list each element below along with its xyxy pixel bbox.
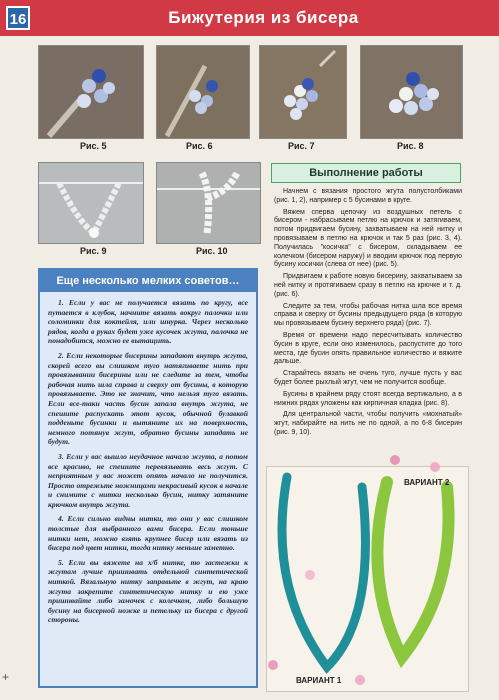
figure-10-photo	[156, 162, 261, 244]
figure-5-photo	[38, 45, 144, 139]
necklace-illustration	[267, 467, 468, 691]
figure-5-caption: Рис. 5	[80, 141, 107, 151]
figure-7-photo	[259, 45, 347, 139]
tips-box	[38, 268, 258, 688]
flower-decoration	[305, 570, 315, 580]
tip-paragraph: 4. Если сильно видны нитки, то они у вас слишком толстые для выбранного вами бисера. Если тоньше нитки нет, можно взять крупнее бисер или вязать из бисера под цвет нитки, тогда нитку меньше заметно.	[48, 514, 248, 553]
beads-illustration	[39, 46, 143, 138]
work-paragraph: Следите за тем, чтобы рабочая нитка шла все время справа и сверху от бусины предыдущего ряда (в которую мы провязываем бусину верхнего ряда) (рис. 7).	[274, 302, 462, 328]
figure-10-caption: Рис. 10	[196, 246, 228, 256]
work-paragraph: Вяжем сперва цепочку из воздушных петель с бисером - набрасываем петлю на крючок и затягиваем, потом придвигаем бусину, захватываем на ней нитку и провязываем в петлю на крючок и так 5 раз (рис. 3, 4). Получилась "косичка" с бисером, складываем ее колечком (бисером наружу) и вводим крючок под первую бусину косички (слева от нее) (рис. 5).	[274, 208, 462, 269]
variant-1-label: ВАРИАНТ 1	[296, 676, 342, 685]
tip-paragraph: 5. Если вы вяжете на х/б нитке, то застежки к жгутам лучше пришивать отдельной синтетической ниткой. Вязальную нитку заправьте в жгут, на краю жгута закрепите синтетическую нитку и ею уже пришивайте либо замочек с колечком, либо большую бусину на бисерной ножке и петельку из бисера с другой стороны.	[48, 557, 248, 625]
variant-2-label: ВАРИАНТ 2	[404, 478, 450, 487]
figure-6-photo	[156, 45, 250, 139]
tip-paragraph: 3. Если у вас вышло неудачное начало жгута, а потом все красиво, не спешите перевязывать весь жгут. С неприятным у вас может опять начало не получится. Просто отрежьте ножницами некрасивый кусок в начале и снимите с нитки несколько бусин, нитку затяните крючком внутрь жгута.	[48, 451, 248, 509]
beads-illustration	[260, 46, 346, 138]
flower-decoration	[268, 660, 278, 670]
figure-8-caption: Рис. 8	[397, 141, 424, 151]
flower-decoration	[355, 675, 365, 685]
tip-paragraph: 2. Если некоторые бисерины западают внутрь жгута, скорей всего вы слишком туго натягиваете нить при провязывании бисерины или не следите за тем, чтобы рабочая нить шла справа и сверху от бусины, в которую провязываете. Это не значит, что нельзя туго вязать. Если все-таки часть бусин запала внутрь жгута, не спешите распускать этот кусок, обычной булавкой подденьте бусинки и вытяните их на поверхность, немного потянув жгут, обратно бусины западать не будут.	[48, 350, 248, 447]
work-body	[274, 188, 462, 468]
figure-7-caption: Рис. 7	[288, 141, 315, 151]
flower-decoration	[430, 462, 440, 472]
page-title: Бижутерия из бисера	[168, 8, 359, 27]
figure-8-photo	[360, 45, 463, 139]
tip-paragraph: 1. Если у вас не получается вязать по кругу, все путается в клубок, начните вязать вокруг палочки или соломинки для коктейля, или шнурка. Через несколько рядов, когда в руках будет уже кусочек жгута, палочка не понадобится, можно ее вытащить.	[48, 298, 248, 346]
crop-mark-icon: +	[2, 670, 10, 684]
beads-illustration	[361, 46, 462, 138]
figure-6-caption: Рис. 6	[186, 141, 213, 151]
beads-illustration	[157, 163, 260, 243]
work-paragraph: Бусины в крайнем ряду стоят всегда вертикально, а в нижних рядах уложены как кирпичная кладка (рис. 8).	[274, 390, 462, 407]
work-paragraph: Время от времени надо пересчитывать количество бусин в круге, если оно изменилось, распустите до того места, где бусин опять правильное количество и вяжите дальше.	[274, 331, 462, 366]
page-number: 16	[6, 6, 30, 30]
figure-9-photo	[38, 162, 144, 244]
page-header	[0, 0, 499, 36]
tips-title: Еще несколько мелких советов…	[40, 270, 256, 292]
beads-illustration	[39, 163, 143, 243]
work-title: Выполнение работы	[271, 163, 461, 183]
work-paragraph: Начнем с вязания простого жгута полустолбиками (рис. 1, 2), например с 5 бусинами в круге.	[274, 188, 462, 204]
variant-photo-area	[266, 466, 469, 692]
flower-decoration	[390, 455, 400, 465]
figure-9-caption: Рис. 9	[80, 246, 107, 256]
tips-body	[48, 298, 248, 682]
work-paragraph: Для центральной части, чтобы получить «мохнатый» жгут, набирайте на нить не по одной, а по 6-8 бисерин (рис. 9, 10).	[274, 411, 462, 436]
work-paragraph: Придвигаем к работе новую бисерину, захватываем за ней нитку и протягиваем сразу в петлю на крючке и т. д. (рис. 6).	[274, 273, 462, 298]
beads-illustration	[157, 46, 249, 138]
work-paragraph: Старайтесь вязать не очень туго, лучше пусть у вас будет более рыхлый жгут, чем не получится вообще.	[274, 370, 462, 386]
